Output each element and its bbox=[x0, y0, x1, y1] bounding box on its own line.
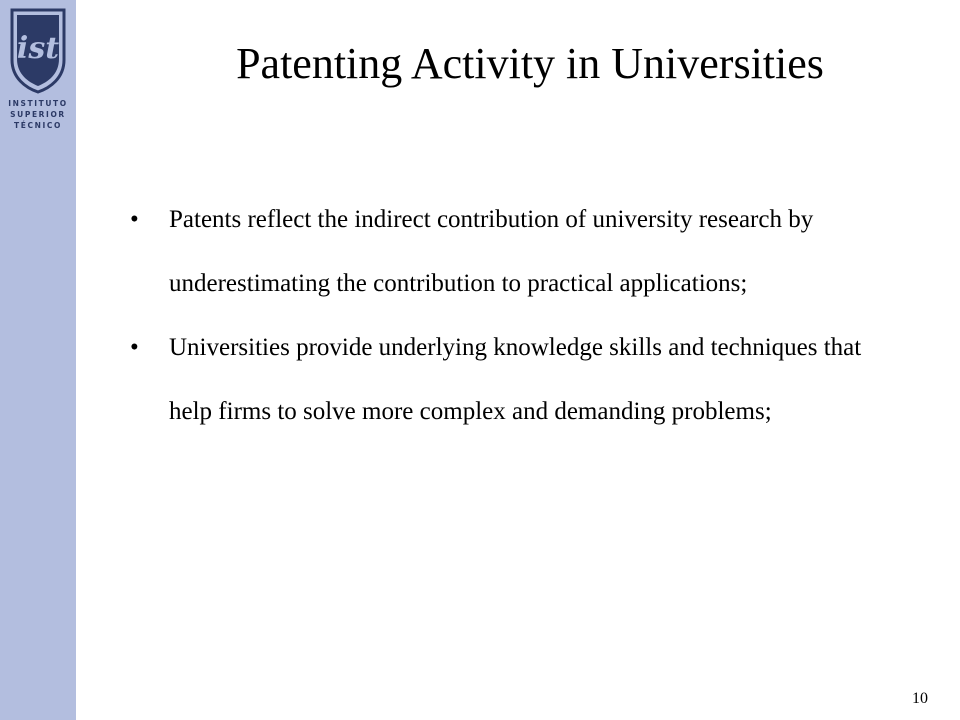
page-number: 10 bbox=[912, 690, 928, 707]
bullet-text: Universities provide underlying knowledge skills and techniques that help firms to solve more complex and demanding problems; bbox=[169, 334, 862, 425]
sidebar-band bbox=[0, 0, 76, 720]
bullet-text: Patents reflect the indirect contribution of university research by underestimating the contribution to practical applications; bbox=[169, 206, 814, 297]
logo-caption bbox=[0, 98, 76, 131]
logo-line-2: SUPERIOR bbox=[10, 110, 66, 119]
institution-logo bbox=[0, 0, 76, 150]
svg-text:ist: ist bbox=[16, 31, 60, 66]
bullet-item bbox=[130, 188, 910, 316]
shield-logo-icon bbox=[10, 8, 66, 94]
bullet-dot-icon: • bbox=[130, 334, 139, 361]
bullet-item bbox=[130, 316, 910, 444]
logo-line-3: TÉCNICO bbox=[14, 121, 62, 130]
bullet-dot-icon: • bbox=[130, 206, 139, 233]
logo-line-1: INSTITUTO bbox=[8, 99, 68, 108]
slide-title: Patenting Activity in Universities bbox=[236, 39, 824, 88]
bullet-list bbox=[130, 188, 910, 444]
